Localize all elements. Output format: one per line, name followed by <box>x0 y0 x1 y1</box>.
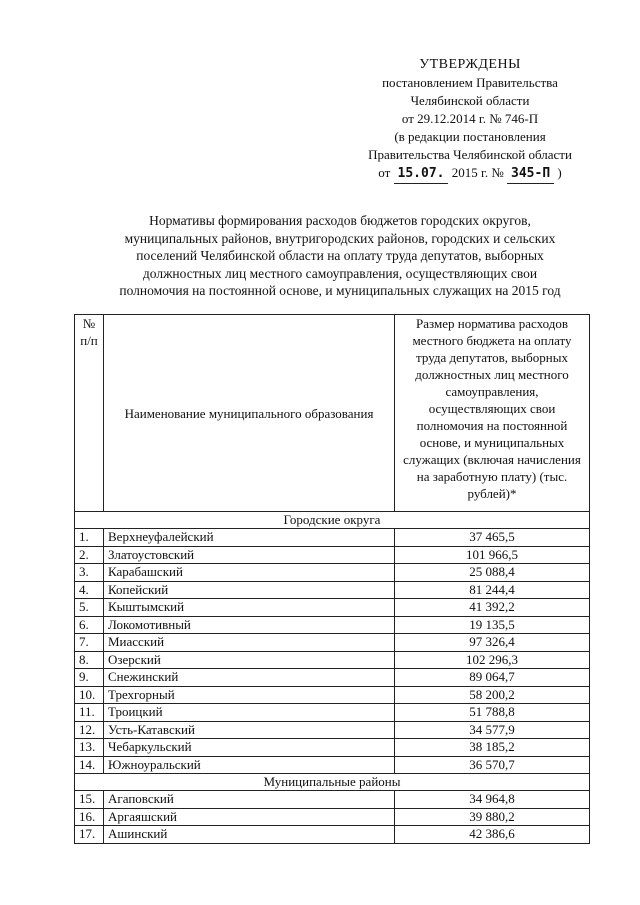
section-title: Муниципальные районы <box>75 774 590 791</box>
table-header-row <box>75 315 590 512</box>
table-row: 14. Южноуральский 36 570,7 <box>75 756 590 774</box>
title-line: Нормативы формирования расходов бюджетов городских округов, <box>149 213 531 228</box>
table-row: 1. Верхнеуфалейский 37 465,5 <box>75 529 590 547</box>
section-row <box>75 512 590 529</box>
amendment-line <box>340 164 600 184</box>
header-value: Размер норматива расходов местного бюджета на оплату труда депутатов, выборных должностных лиц местного самоуправления, осуществляющих свои полномочия на постоянной основе, и муниципальных служащих (включая начисления на заработную плату) (тыс. рублей)* <box>395 315 590 512</box>
approval-line: Правительства Челябинской области <box>368 147 572 162</box>
approval-line: Челябинской области <box>410 93 530 108</box>
title-line: поселений Челябинской области на оплату труда депутатов, выборных <box>136 248 544 263</box>
title-line: должностных лиц местного самоуправления, осуществляющих свои <box>142 265 538 281</box>
table-row: 11. Троицкий 51 788,8 <box>75 704 590 722</box>
section-title: Городские округа <box>75 512 590 529</box>
table-row: 13. Чебаркульский 38 185,2 <box>75 739 590 757</box>
table-row: 17. Ашинский 42 386,6 <box>75 826 590 844</box>
table-row: 12. Усть-Катавский 34 577,9 <box>75 721 590 739</box>
norms-table <box>74 314 590 844</box>
table-row: 6. Локомотивный 19 135,5 <box>75 616 590 634</box>
close-paren: ) <box>557 165 562 180</box>
amendment-number: 345-П <box>507 165 554 184</box>
table-row: 16. Аргаяшский 39 880,2 <box>75 808 590 826</box>
table-row: 5. Кыштымский 41 392,2 <box>75 599 590 617</box>
approval-stamp <box>340 56 600 184</box>
section-row <box>75 774 590 791</box>
table-row: 9. Снежинский 89 064,7 <box>75 669 590 687</box>
title-line: муниципальных районов, внутригородских районов, городских и сельских <box>124 230 556 246</box>
table-row: 4. Копейский 81 244,4 <box>75 581 590 599</box>
document-title <box>60 212 620 300</box>
approval-line: постановлением Правительства <box>382 75 558 90</box>
approval-heading: УТВЕРЖДЕНЫ <box>419 57 521 72</box>
table-row: 3. Карабашский 25 088,4 <box>75 564 590 582</box>
header-num: № п/п <box>75 315 104 512</box>
from-prefix: от <box>378 165 391 180</box>
amendment-year: 2015 г. № <box>451 165 504 180</box>
table-row: 7. Миасский 97 326,4 <box>75 634 590 652</box>
table-row: 15. Агаповский 34 964,8 <box>75 791 590 809</box>
approval-line: (в редакции постановления <box>394 129 546 144</box>
approval-line: от 29.12.2014 г. № 746-П <box>401 111 539 126</box>
table-row: 8. Озерский 102 296,3 <box>75 651 590 669</box>
amendment-date: 15.07. <box>394 165 449 184</box>
header-name: Наименование муниципального образования <box>104 315 395 512</box>
table-row: 10. Трехгорный 58 200,2 <box>75 686 590 704</box>
title-line: полномочия на постоянной основе, и муниципальных служащих на 2015 год <box>119 283 561 298</box>
table-row: 2. Златоустовский 101 966,5 <box>75 546 590 564</box>
